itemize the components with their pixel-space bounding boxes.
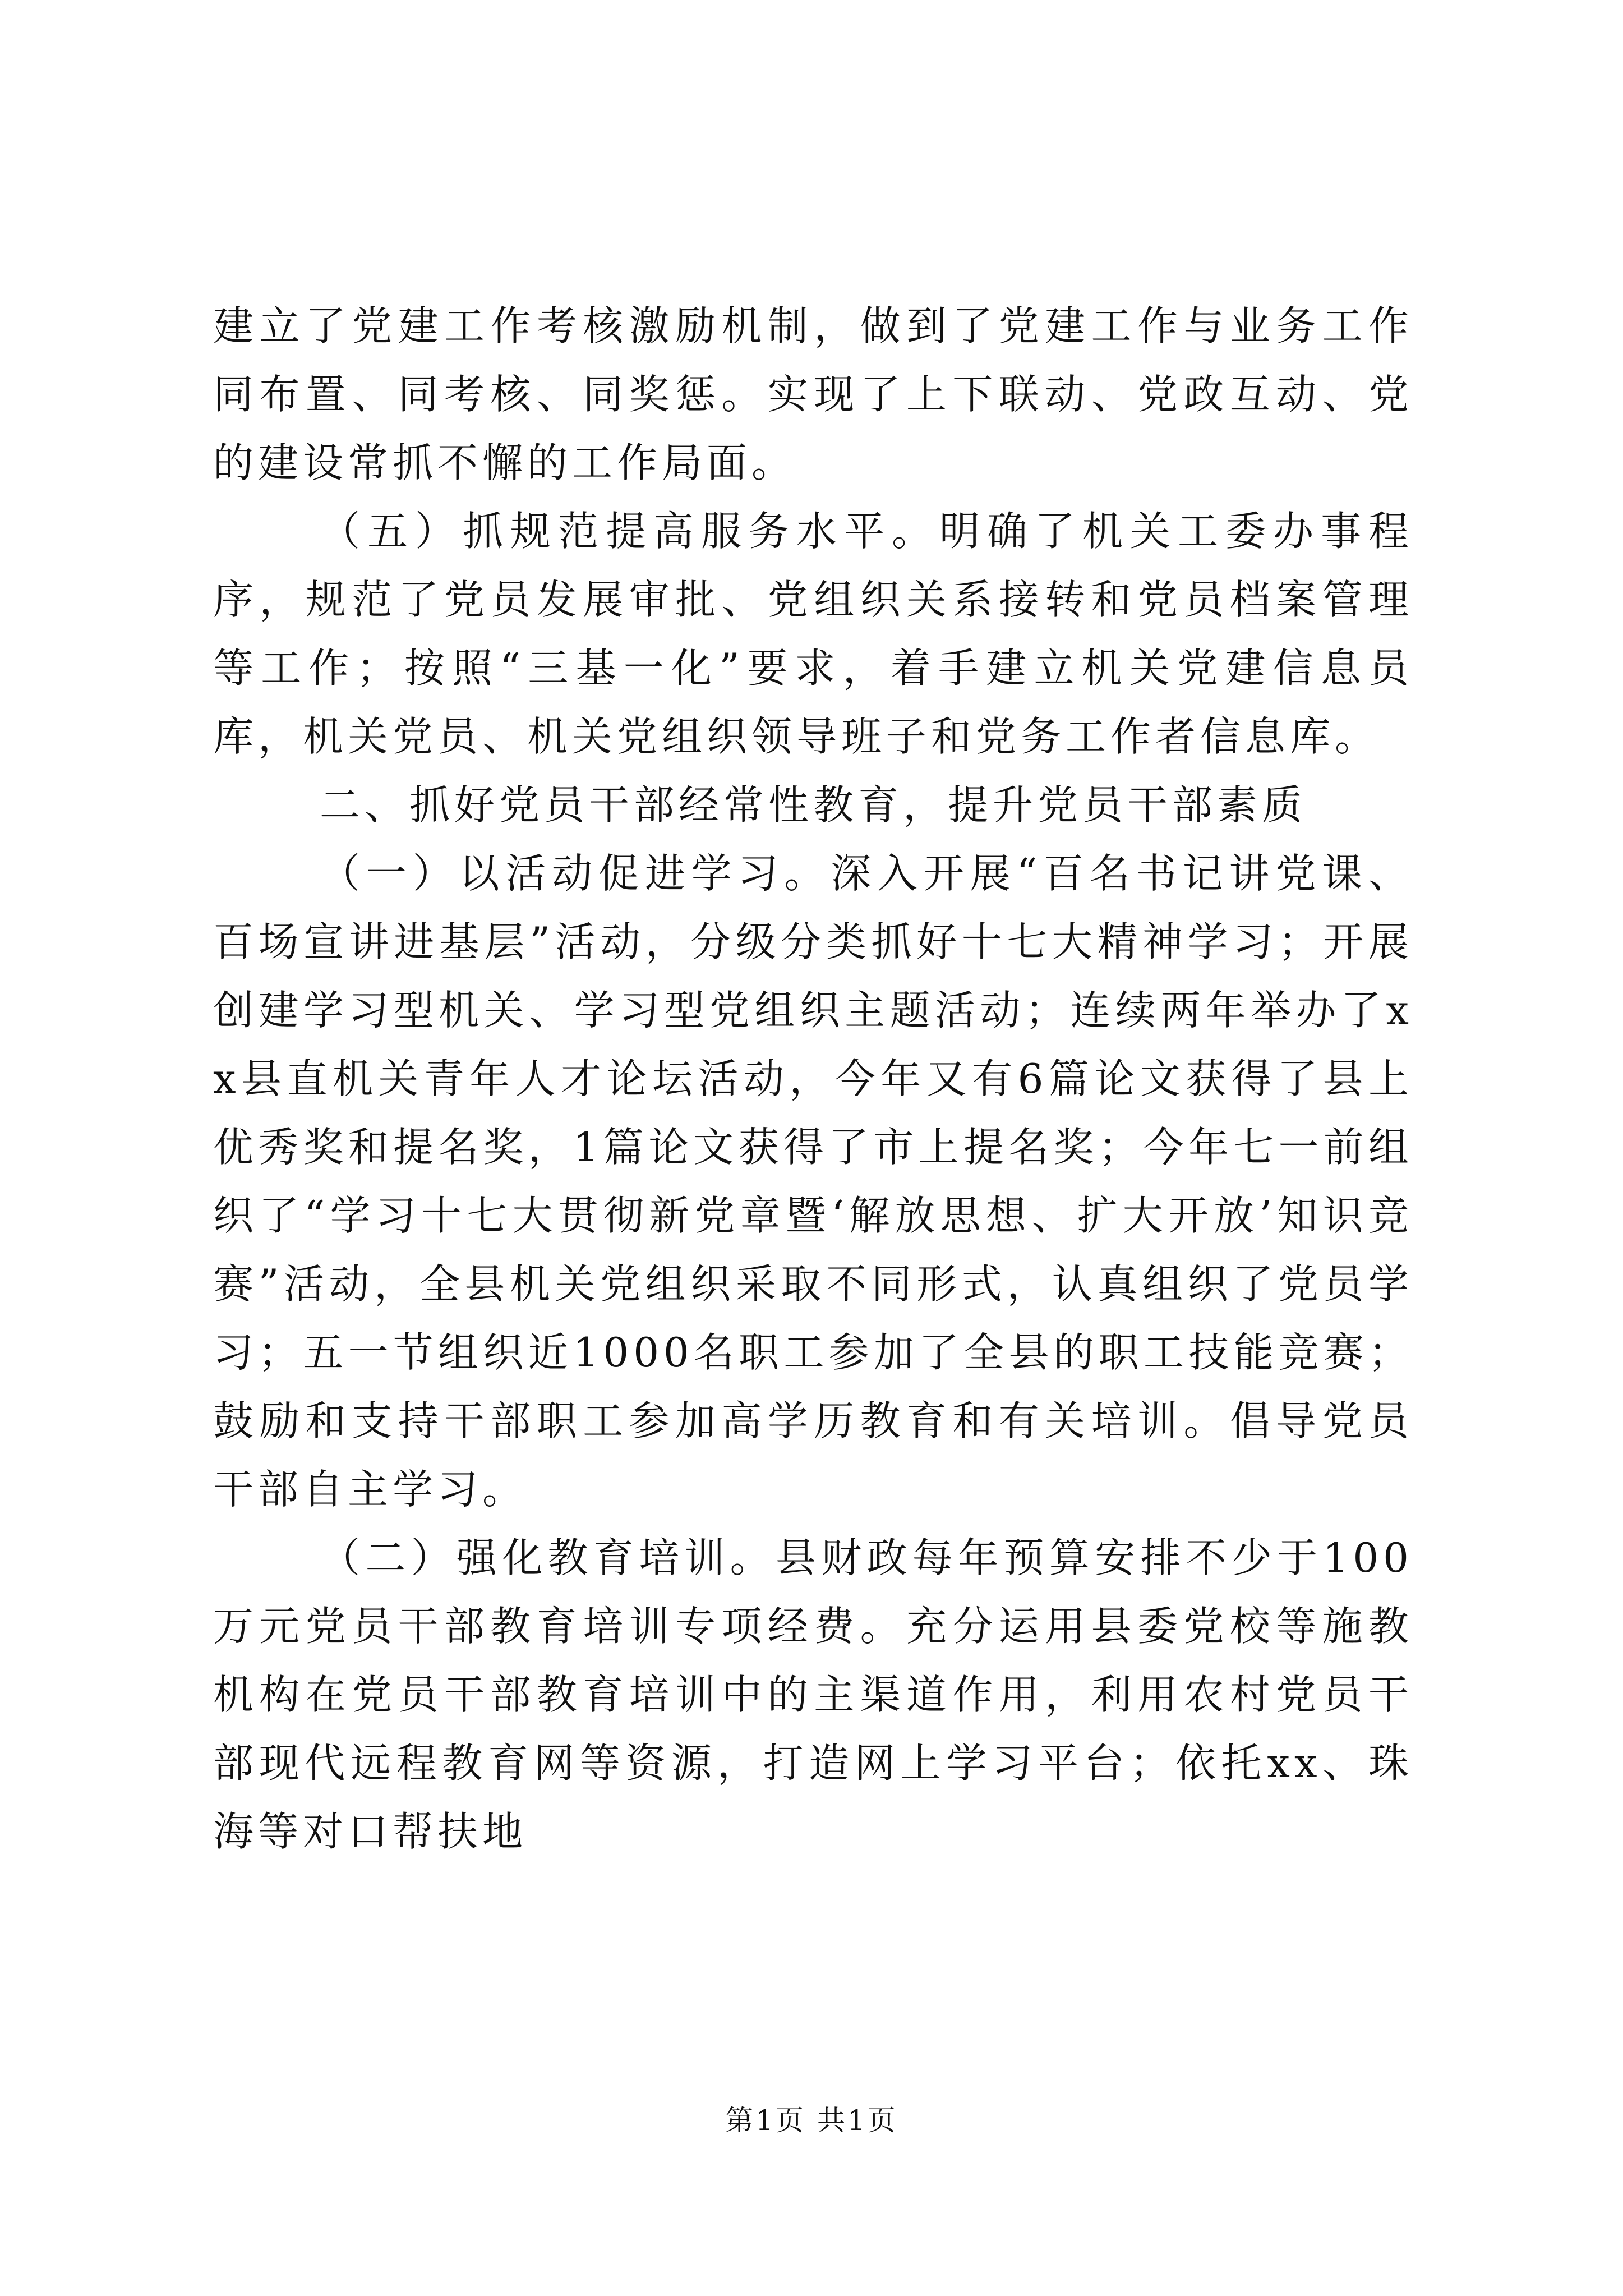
section-heading-two: 二、抓好党员干部经常性教育，提升党员干部素质 [320, 781, 1307, 829]
document-body [213, 292, 1413, 1866]
paragraph-item-one: （一）以活动促进学习。深入开展“百名书记讲党课、百场宣讲进基层”活动，分级分类抓好十七大精神学习；开展创建学习型机关、学习型党组织主题活动；连续两年举办了xx县直机关青年人才论坛活动，今年又有6篇论文获得了县上优秀奖和提名奖，1篇论文获得了市上提名奖；今年七一前组织了“学习十七大贯彻新党章暨‘解放思想、扩大开放’知识竞赛”活动，全县机关党组织采取不同形式，认真组织了党员学习；五一节组织近1000名职工参加了全县的职工技能竞赛；鼓励和支持干部职工参加高学历教育和有关培训。倡导党员干部自主学习。 [213, 850, 1413, 1513]
page-number-footer: 第1页 共1页 [725, 2104, 898, 2137]
paragraph-continuation: 建立了党建工作考核激励机制，做到了党建工作与业务工作同布置、同考核、同奖惩。实现了上下联动、党政互动、党的建设常抓不懈的工作局面。 [213, 302, 1413, 486]
paragraph-section-five: （五）抓规范提高服务水平。明确了机关工委办事程序，规范了党员发展审批、党组织关系接转和党员档案管理等工作；按照“三基一化”要求，着手建立机关党建信息员库，机关党员、机关党组织领导班子和党务工作者信息库。 [213, 508, 1413, 760]
paragraph-item-two: （二）强化教育培训。县财政每年预算安排不少于100万元党员干部教育培训专项经费。充分运用县委党校等施教机构在党员干部教育培训中的主渠道作用，利用农村党员干部现代远程教育网等资源，打造网上学习平台；依托xx、珠海等对口帮扶地 [213, 1534, 1413, 1855]
